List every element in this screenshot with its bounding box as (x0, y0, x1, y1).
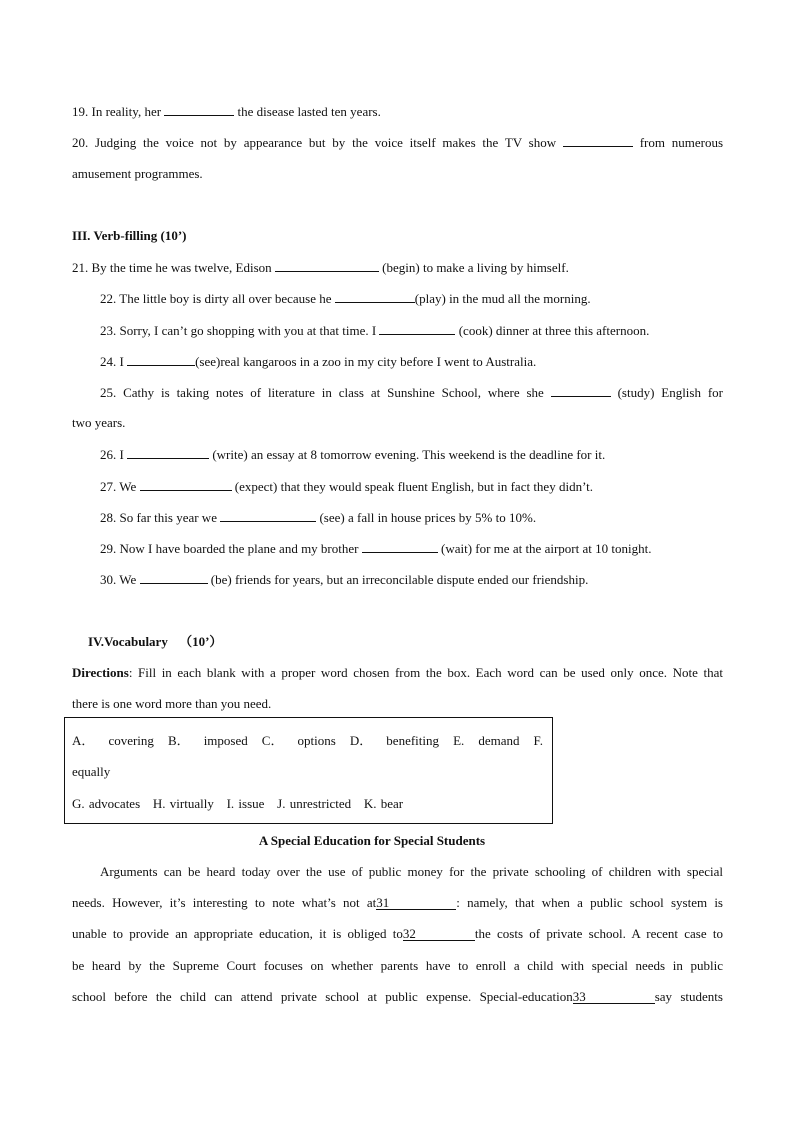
section-3-heading: III. Verb-filling (10’) (72, 228, 187, 243)
blank-33[interactable]: 33 (573, 990, 655, 1004)
question-19: 19. In reality, her the disease lasted ten years. (72, 104, 381, 119)
answer-blank[interactable] (140, 478, 232, 491)
directions-line-1: Directions: Fill in each blank with a proper word chosen from the box. Each word can be used only once. Note that (72, 665, 723, 680)
question-26: 26. I (write) an essay at 8 tomorrow evening. This weekend is the deadline for it. (100, 447, 606, 462)
answer-blank[interactable] (551, 384, 611, 397)
answer-blank[interactable] (220, 509, 316, 522)
answer-blank[interactable] (140, 571, 208, 584)
answer-blank[interactable] (127, 446, 209, 459)
question-22: 22. The little boy is dirty all over because he (play) in the mud all the morning. (100, 291, 591, 306)
answer-blank[interactable] (127, 353, 195, 366)
passage-title: A Special Education for Special Students (258, 833, 486, 848)
question-20: 20. Judging the voice not by appearance but by the voice itself makes the TV show from numerous (72, 135, 724, 150)
passage-line-3: unable to provide an appropriate education, it is obliged to32 the costs of private school. A recent case to (72, 926, 723, 941)
passage-line-1: Arguments can be heard today over the use of public money for the private schooling of children with special (100, 864, 723, 879)
directions-line-2: there is one word more than you need. (72, 696, 272, 711)
answer-blank[interactable] (275, 259, 379, 272)
blank-31[interactable]: 31 (376, 896, 456, 910)
question-28: 28. So far this year we (see) a fall in house prices by 5% to 10%. (100, 510, 537, 525)
question-20-cont: amusement programmes. (72, 166, 203, 181)
answer-blank[interactable] (379, 322, 455, 335)
question-29: 29. Now I have boarded the plane and my brother (wait) for me at the airport at 10 tonight. (100, 541, 652, 556)
word-box-row-1: A． covering B． imposed C． options D． benefiting E. demand F. (72, 733, 543, 748)
answer-blank[interactable] (563, 134, 633, 147)
question-23: 23. Sorry, I can’t go shopping with you at that time. I (cook) dinner at three this afternoon. (100, 323, 650, 338)
answer-blank[interactable] (362, 540, 438, 553)
question-30: 30. We (be) friends for years, but an irreconcilable dispute ended our friendship. (100, 572, 589, 587)
passage-line-4: be heard by the Supreme Court focuses on whether parents have to enroll a child with special needs in public (72, 958, 723, 973)
passage-line-5: school before the child can attend private school at public expense. Special-education33 say students (72, 989, 723, 1004)
answer-blank[interactable] (335, 290, 415, 303)
blank-32[interactable]: 32 (403, 927, 475, 941)
word-box-row-3: G. advocates H. virtually I. issue J. unrestricted K. bear (72, 796, 404, 811)
passage-line-2: needs. However, it’s interesting to note what’s not at31 : namely, that when a public school system is (72, 895, 723, 910)
question-21: 21. By the time he was twelve, Edison (begin) to make a living by himself. (72, 260, 569, 275)
question-27: 27. We (expect) that they would speak fluent English, but in fact they didn’t. (100, 479, 594, 494)
question-24: 24. I (see)real kangaroos in a zoo in my city before I went to Australia. (100, 354, 537, 369)
word-box-row-2: equally (72, 764, 111, 779)
answer-blank[interactable] (164, 103, 234, 116)
section-4-heading: IV.Vocabulary （10’） (88, 634, 223, 649)
question-25: 25. Cathy is taking notes of literature in class at Sunshine School, where she (study) English for (100, 385, 724, 400)
question-25-cont: two years. (72, 415, 126, 430)
